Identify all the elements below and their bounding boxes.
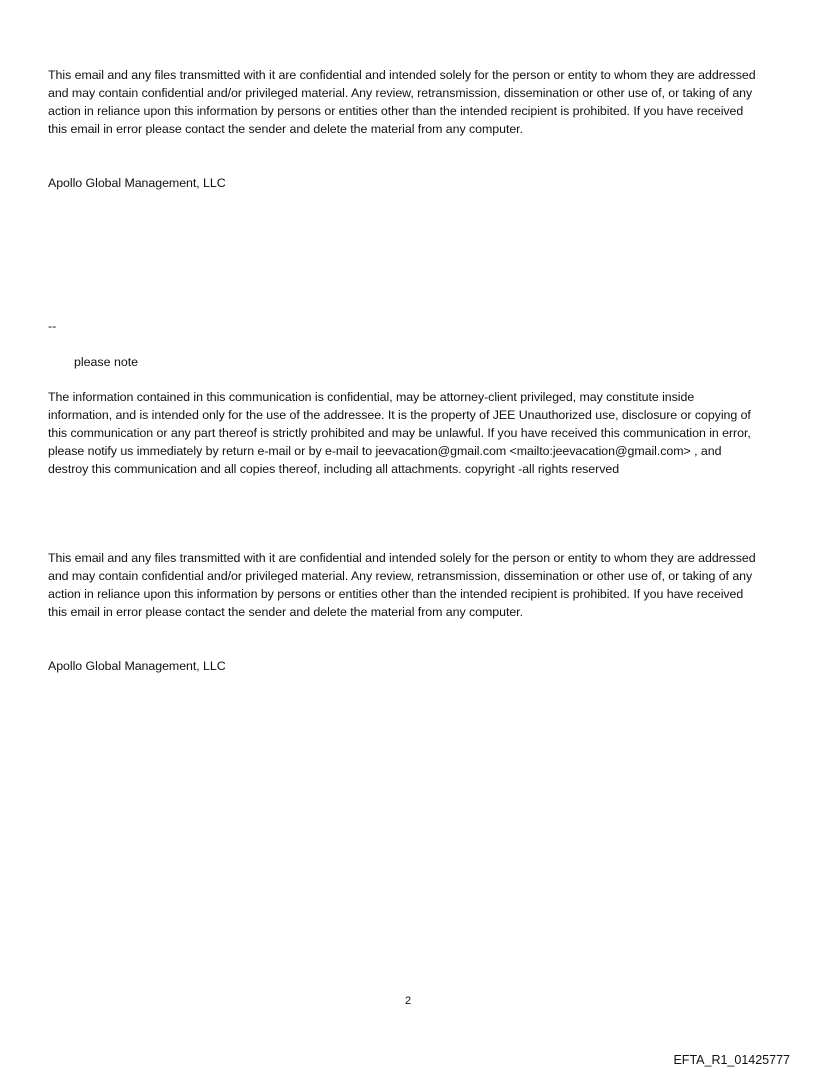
separator: -- — [48, 319, 57, 333]
document-id: EFTA_R1_01425777 — [673, 1053, 790, 1067]
disclaimer-text-1: This email and any files transmitted with it are confidential and intended solely for the person or entity to whom they are addressed and may contain confidential and/or privileged material. Any review, retransmission, dissemination or other use of, or taking of any action in reliance upon this information by persons or entities other than the intended recipient is prohibited. If you have received this email in error please contact the sender and delete the material from any computer. — [48, 68, 756, 136]
disclaimer-text-2: This email and any files transmitted with it are confidential and intended solely for the person or entity to whom they are addressed and may contain confidential and/or privileged material. Any review, retransmission, dissemination or other use of, or taking of any action in reliance upon this information by persons or entities other than the intended recipient is prohibited. If you have received this email in error please contact the sender and delete the material from any computer. — [48, 551, 756, 619]
page-number: 2 — [404, 995, 412, 1007]
signature-1: Apollo Global Management, LLC — [48, 176, 226, 190]
signature-2: Apollo Global Management, LLC — [48, 659, 226, 673]
note-heading: please note — [74, 355, 139, 369]
note-body: The information contained in this communication is confidential, may be attorney-client privileged, may constitute inside information, and is intended only for the use of the addressee. It is the property of JEE Unauthorized use, disclosure or copying of this communication or any part thereof is strictly prohibited and may be unlawful. If you have received this communication in error, please notify us immediately by return e-mail or by e-mail to jeevacation@gmail.com <mailto:jeevacation@gmail.com> , and destroy this communication and all copies thereof, including all attachments. copyright -all rights reserved — [48, 390, 751, 476]
